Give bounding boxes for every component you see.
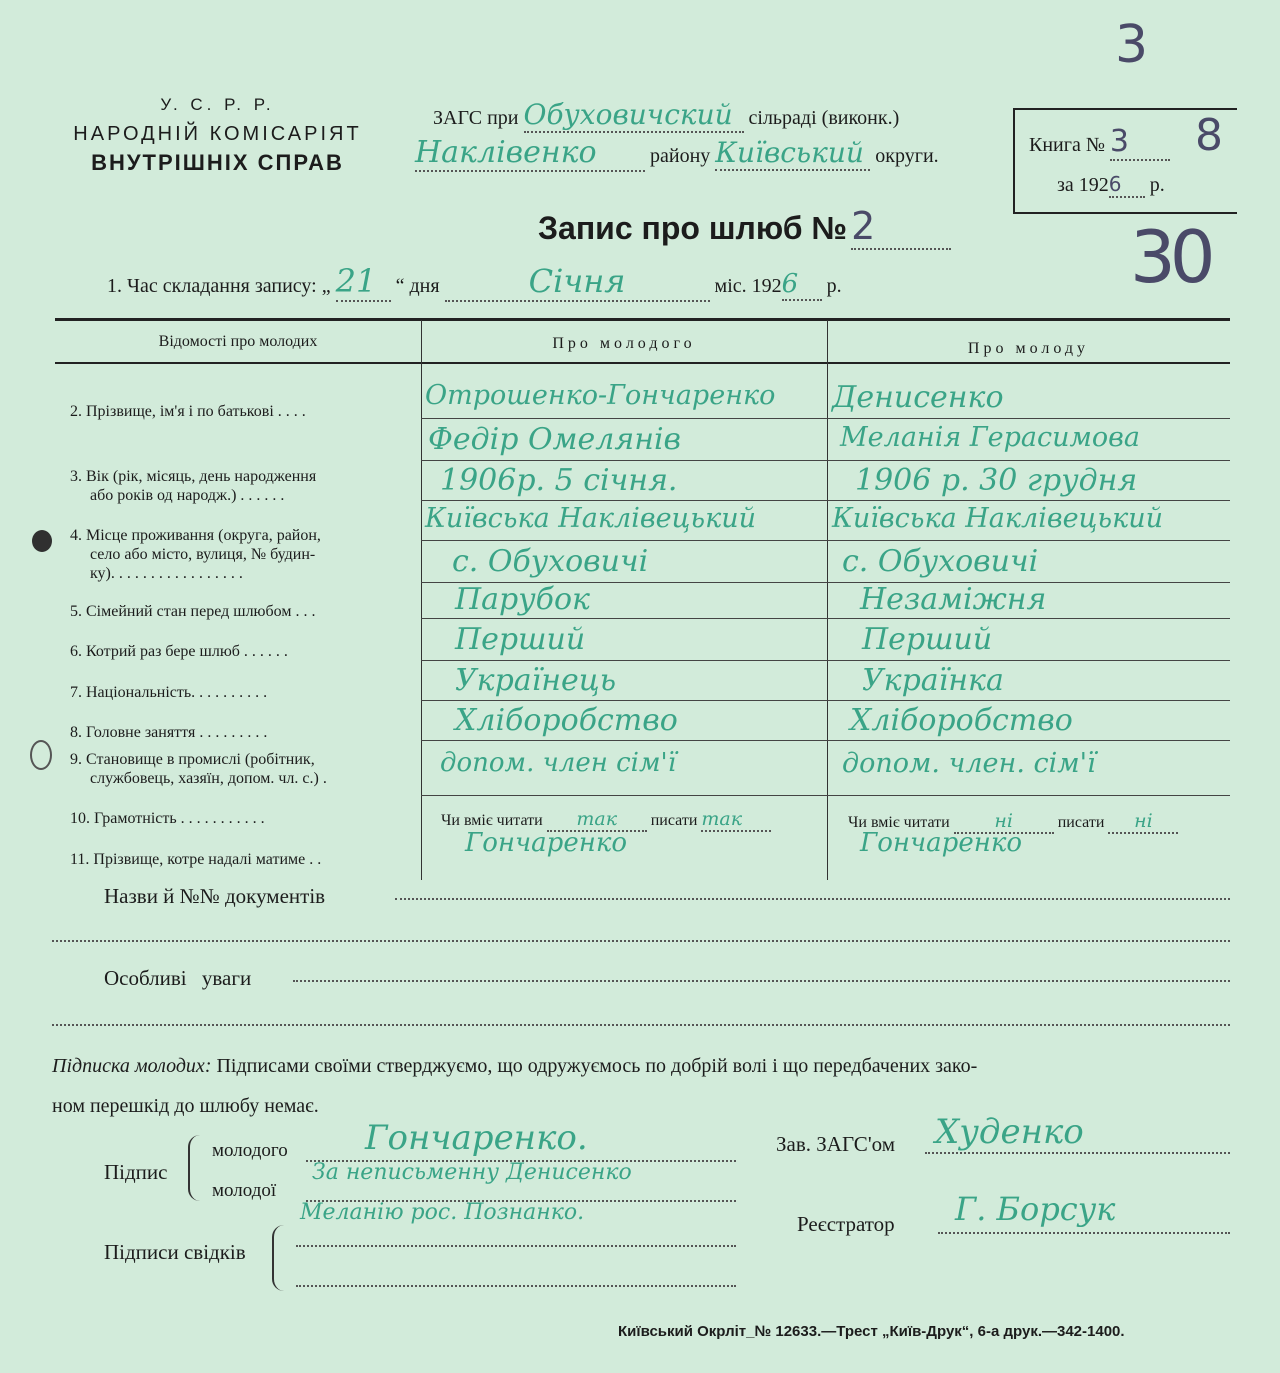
signature-brace [188,1135,206,1201]
groom-residence: Київська Наклівецький [425,503,756,534]
okruha-value: Київський [715,136,870,171]
bride-signature-line2: Меланію рос. Познанко. [300,1200,585,1225]
groom-write-value: так [701,808,771,832]
book-number: 3 [1110,124,1170,161]
bride-sign-label: молодої [212,1180,277,1201]
record-day-close: “ дня [395,275,440,297]
documents-label: Назви й №№ документів [104,884,326,908]
table-top-rule [55,318,1230,321]
zags-line [433,98,899,133]
record-year-digit: 6 [782,269,822,301]
notes-line [293,980,1230,982]
row-label-status: 9. Становище в промислі (робітник, [70,751,315,768]
issuer-header [40,95,395,176]
punch-hole-icon [32,530,52,552]
bride-name: Меланія Герасимова [840,422,1140,453]
groom-sign-label: молодого [212,1140,288,1161]
bride-read-value: ні [954,810,1054,834]
row-label-future-surname: 11. Прізвище, котре надалі матиме . . [70,851,322,868]
groom-occupation: Хліборобство [455,703,678,738]
bride-occupation: Хліборобство [850,703,1073,738]
groom-literacy [441,808,771,832]
row-label-nationality: 7. Національність. . . . . . . . . . [70,684,268,701]
groom-write-label: писати [650,812,698,829]
bride-nationality: Українка [862,663,1004,698]
commissariat-label: НАРОДНІЙ КОМІСАРІЯТ [73,123,362,145]
groom-village: с. Обуховичі [452,544,649,579]
bride-marital: Незаміжня [860,582,1047,617]
row-label-age: 3. Вік (рік, місяць, день народження [70,468,317,485]
groom-future-surname: Гончаренко [465,828,628,858]
record-day: 21 [336,262,391,302]
witnesses-label: Підписи свідків [104,1240,246,1264]
record-time-line [107,262,842,302]
zags-suffix: сільраді (виконк.) [748,107,900,129]
bride-times: Перший [862,622,993,657]
book-label: Книга № [1029,134,1105,156]
row-label-name: 2. Прізвище, ім'я і по батькові . . . . [70,403,306,420]
corner-mark-top: 3 [1115,15,1149,75]
record-time-label: 1. Час складання запису: „ [107,275,331,297]
groom-nationality: Українець [455,663,617,698]
bride-write-value: ні [1108,810,1178,834]
signature-label: Підпис [104,1160,168,1184]
groom-birth: 1906р. 5 січня. [440,463,678,498]
witness-brace [272,1225,288,1291]
bride-residence: Київська Наклівецький [832,503,1163,534]
head-signature: Худенко [935,1112,1084,1152]
row-label-status-cont: службовець, хазяїн, допом. чл. с.) . [90,770,327,787]
notes-line-2 [52,1024,1230,1026]
groom-status: допом. член сім'ї [440,748,677,778]
department-label: ВНУТРІШНІХ СПРАВ [91,150,344,175]
row-label-literacy: 10. Грамотність . . . . . . . . . . . [70,810,265,827]
col-info-head: Відомості про молодих [158,333,318,350]
groom-marital: Парубок [455,582,590,617]
row-label-times: 6. Котрий раз бере шлюб . . . . . . [70,643,288,660]
row-label-residence-cont2: ку). . . . . . . . . . . . . . . . . [90,565,243,582]
groom-read-value: так [547,808,647,832]
groom-surname: Отрошенко-Гончаренко [425,380,776,411]
row-label-marital: 5. Сімейний стан перед шлюбом . . . [70,603,316,620]
row-label-residence-cont: село або місто, вулиця, № будин- [90,546,316,563]
statement-line1: Підписами своїми стверджуємо, що одружуємось по добрій волі і що передбачених зако- [216,1055,978,1077]
record-title [538,204,951,250]
row-label-age-cont: або років од народж.) . . . . . . [90,487,285,504]
record-month-label: міс. 192 [714,275,782,297]
year-prefix: за 192 [1057,174,1109,196]
groom-times: Перший [455,622,586,657]
documents-line [395,898,1230,900]
district-value: Наклівенко [415,135,645,172]
record-month: Січня [445,262,710,302]
col-bride-head: Про молоду [967,340,1090,357]
year-suffix: р. [1149,174,1165,196]
corner-mark-side: 8 [1195,110,1223,161]
bride-write-label: писати [1057,814,1105,831]
groom-read-label: Чи вміє читати [441,812,543,829]
col-groom-head: Про молодого [552,335,696,352]
groom-name: Федір Омелянів [428,422,682,457]
row-label-residence: 4. Місце проживання (округа, район, [70,527,321,544]
punch-hole-icon [30,740,52,770]
signature-statement [52,1055,977,1078]
head-label: Зав. ЗАГС'ом [776,1132,895,1156]
title-label: Запис про шлюб № [538,210,848,246]
bride-birth: 1906 р. 30 грудня [855,463,1138,498]
okruha-label: округи. [875,145,939,167]
table-head-rule [55,362,1230,364]
statement-prefix: Підписка молодих: [52,1055,212,1077]
bride-status: допом. член. сім'ї [842,748,1096,779]
zags-village-value: Обуховичский [524,98,744,133]
corner-mark-big: 30 [1130,215,1210,299]
record-number: 2 [851,204,951,250]
record-year-suffix: р. [826,275,842,297]
year-digit: 6 [1109,172,1145,198]
row-label-occupation: 8. Головне заняття . . . . . . . . . [70,724,268,741]
bride-read-label: Чи вміє читати [848,814,950,831]
documents-line-2 [52,940,1230,942]
table-col-divider [827,320,828,880]
bride-village: с. Обуховичі [842,544,1039,579]
bride-literacy [848,810,1178,834]
groom-signature: Гончаренко. [365,1118,588,1158]
zags-prefix: ЗАГС при [433,107,519,129]
printer-footer: Київський Окрліт_№ 12633.—Трест „Київ-Друк“, 6-а друк.—342-1400. [618,1323,1125,1340]
district-line [415,135,939,172]
bride-future-surname: Гончаренко [860,828,1023,858]
statement-line2: ном перешкід до шлюбу немає. [52,1095,319,1117]
bride-signature-line1: За неписьменну Денисенко [312,1160,632,1185]
district-label: району [650,145,711,167]
ussr-label: У. С. Р. Р. [160,95,275,114]
bride-surname: Денисенко [832,380,1004,415]
table-col-divider [421,320,422,880]
registrar-signature: Г. Борсук [955,1190,1116,1228]
registrar-label: Реєстратор [797,1212,895,1236]
notes-label: Особливі уваги [104,966,252,990]
